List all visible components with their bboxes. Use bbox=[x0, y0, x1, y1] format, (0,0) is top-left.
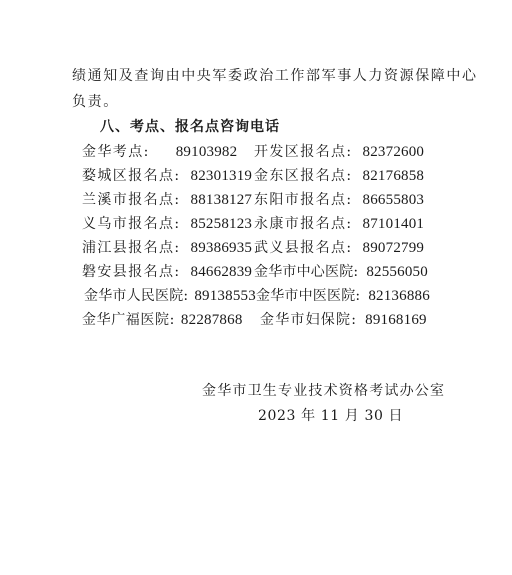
contact-entry bbox=[260, 311, 427, 329]
contact-entry bbox=[82, 191, 252, 209]
contact-label: 磐安县报名点: bbox=[82, 264, 181, 280]
issuing-office: 金华市卫生专业技术资格考试办公室 bbox=[202, 383, 446, 399]
contact-entry bbox=[254, 239, 424, 257]
contact-phone: 89072799 bbox=[362, 240, 425, 256]
contact-phone: 82556050 bbox=[366, 264, 428, 280]
contact-label: 武义县报名点: bbox=[254, 240, 353, 256]
contact-label: 浦江县报名点: bbox=[82, 240, 181, 256]
contact-label: 开发区报名点: bbox=[254, 144, 353, 160]
contact-label: 金华市人民医院: bbox=[84, 288, 189, 304]
contact-entry bbox=[254, 143, 424, 161]
contact-phone: 82372600 bbox=[362, 144, 425, 160]
contact-label: 金华市妇保院: bbox=[260, 312, 358, 328]
contact-phone: 89386935 bbox=[190, 240, 253, 256]
contact-entry bbox=[254, 215, 424, 233]
contact-label: 金华广福医院: bbox=[82, 312, 175, 328]
contact-phone: 82287868 bbox=[180, 312, 243, 328]
contact-entry bbox=[82, 167, 252, 185]
contact-entry bbox=[82, 143, 237, 161]
contact-entry bbox=[82, 239, 252, 257]
body-text-line-2: 负责。 bbox=[72, 94, 119, 110]
contact-label: 婺城区报名点: bbox=[82, 168, 181, 184]
contact-phone: 82176858 bbox=[362, 168, 425, 184]
contact-entry bbox=[84, 287, 256, 305]
contact-entry bbox=[254, 263, 428, 281]
contact-label: 金华市中医医院: bbox=[256, 288, 361, 304]
contact-phone: 89138553 bbox=[194, 288, 256, 304]
contact-entry bbox=[254, 167, 424, 185]
section-heading: 八、考点、报名点咨询电话 bbox=[100, 119, 280, 135]
contact-label: 金东区报名点: bbox=[254, 168, 353, 184]
issue-date: 2023 年 11 月 30 日 bbox=[258, 408, 404, 424]
contact-phone: 89103982 bbox=[175, 144, 238, 160]
contact-label: 永康市报名点: bbox=[254, 216, 353, 232]
contact-label: 金华考点: bbox=[82, 144, 150, 160]
contact-entry bbox=[82, 215, 252, 233]
contact-phone: 87101401 bbox=[362, 216, 425, 232]
body-text-line-1: 绩通知及查询由中央军委政治工作部军事人力资源保障中心 bbox=[72, 68, 478, 84]
contact-entry bbox=[82, 311, 243, 329]
contact-label: 兰溪市报名点: bbox=[82, 192, 181, 208]
contact-phone: 85258123 bbox=[190, 216, 253, 232]
contact-entry bbox=[254, 191, 424, 209]
contact-phone: 82136886 bbox=[368, 288, 430, 304]
contact-phone: 86655803 bbox=[362, 192, 425, 208]
contact-phone: 84662839 bbox=[190, 264, 253, 280]
contact-phone: 82301319 bbox=[190, 168, 253, 184]
contact-entry bbox=[256, 287, 430, 305]
contact-label: 东阳市报名点: bbox=[254, 192, 353, 208]
contact-entry bbox=[82, 263, 252, 281]
contact-phone: 88138127 bbox=[190, 192, 253, 208]
contact-phone: 89168169 bbox=[365, 312, 427, 328]
contact-label: 义乌市报名点: bbox=[82, 216, 181, 232]
contact-label: 金华市中心医院: bbox=[254, 264, 359, 280]
